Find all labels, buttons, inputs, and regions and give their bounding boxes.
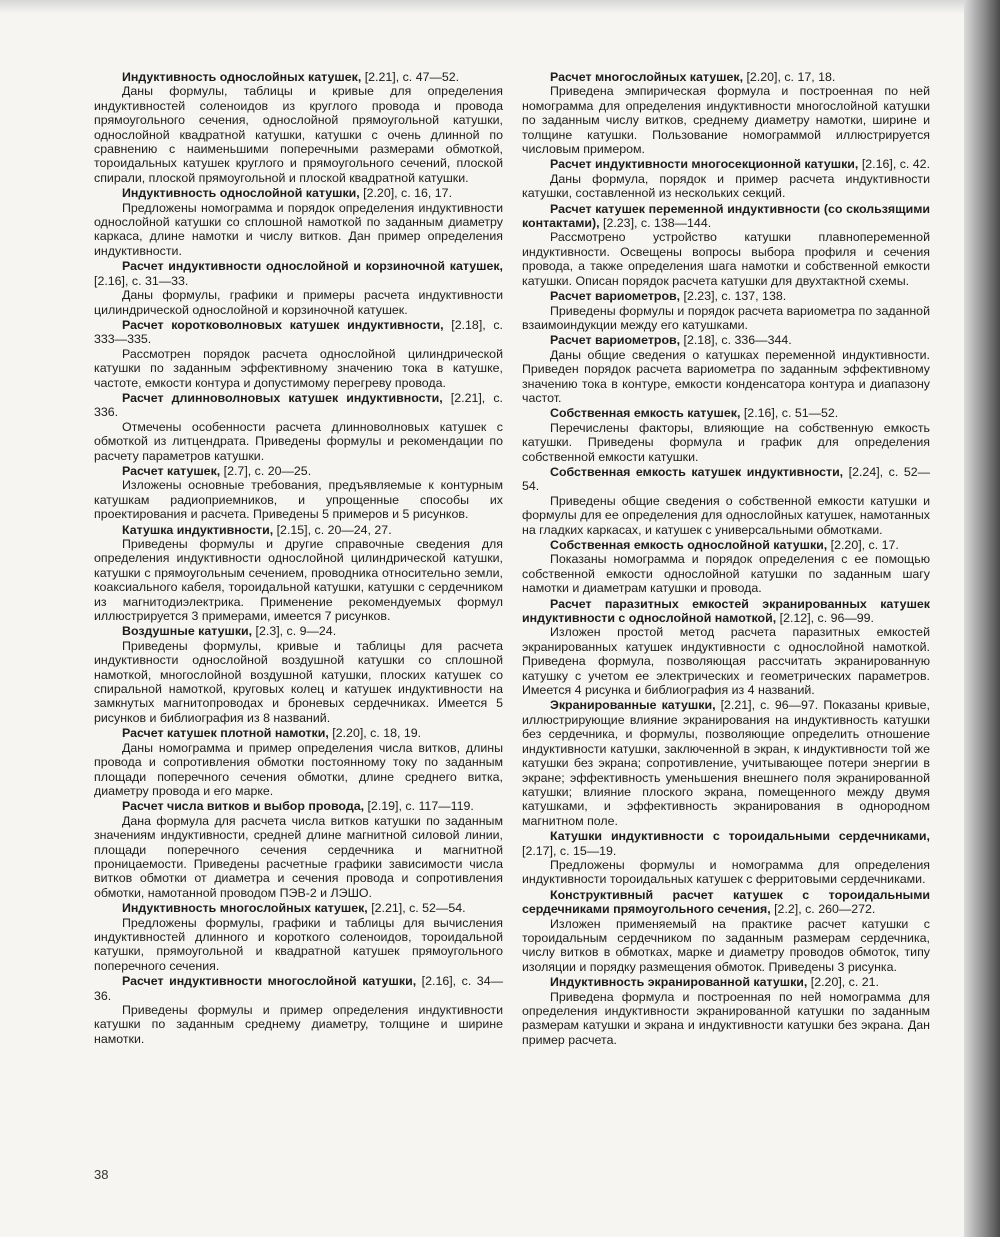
entry-heading bbox=[522, 465, 930, 494]
bibliography-entry bbox=[94, 523, 503, 624]
entry-title: Индуктивность однослойной катушки, bbox=[122, 186, 360, 201]
entry-heading bbox=[94, 974, 503, 1003]
entry-heading bbox=[522, 829, 930, 858]
entry-paragraph bbox=[94, 741, 503, 799]
entry-paragraph bbox=[94, 288, 503, 317]
entry-reference: [2.21], с. 52—54. bbox=[367, 901, 466, 916]
entry-paragraph bbox=[522, 552, 930, 595]
scan-binding-edge bbox=[964, 0, 1000, 1237]
bibliography-entry bbox=[94, 318, 503, 390]
left-column bbox=[94, 70, 503, 1047]
entry-text: Приведены формулы, кривые и таблицы для расчета индуктивности однослойной воздушной катушки со сплошной намоткой, многослойной воздушной катушки, плоских катушек со спиральной намоткой, круговых колец и катушек индуктивности на замкнутых магнитопроводах и броневых сердечниках. Имеется 5 рисунков и библиография из 8 названий. bbox=[94, 638, 503, 725]
bibliography-entry bbox=[94, 391, 503, 463]
entry-title: Расчет вариометров, bbox=[550, 333, 681, 348]
entry-heading bbox=[94, 70, 503, 84]
entry-text: Изложен применяемый на практике расчет катушки с тороидальным сердечником по заданным размерам сердечника, числу витков в обмотках, марке и диаметру проводов обмоток, типу изоляции и порядку размещения обмоток. Приведены 3 рисунка. bbox=[522, 916, 930, 974]
entry-paragraph bbox=[94, 537, 503, 623]
right-column bbox=[522, 70, 930, 1048]
bibliography-entry bbox=[94, 186, 503, 258]
entry-title: Расчет катушек, bbox=[122, 463, 221, 478]
bibliography-entry bbox=[94, 974, 503, 1046]
entry-heading bbox=[522, 157, 930, 171]
entry-reference: [2.19], с. 117—119. bbox=[364, 799, 474, 814]
entry-text: Рассмотрен порядок расчета однослойной цилиндрической катушки по заданным эффективному значению тока в катушке, частоте, емкости контура и допустимому перегреву провода. bbox=[94, 346, 503, 390]
entry-paragraph bbox=[522, 230, 930, 288]
entry-reference: [2.3], с. 9—24. bbox=[252, 624, 337, 639]
entry-reference: [2.21], с. 96—97. bbox=[715, 698, 819, 713]
entry-paragraph bbox=[94, 420, 503, 463]
entry-text: Отмечены особенности расчета длинноволновых катушек с обмоткой из литцендрата. Приведены формулы и рекомендации по расчету параметров катушки. bbox=[94, 419, 503, 463]
entry-heading bbox=[94, 624, 503, 638]
bibliography-entry bbox=[522, 70, 930, 156]
entry-paragraph bbox=[94, 814, 503, 900]
entry-title: Индуктивность экранированной катушки, bbox=[550, 975, 808, 990]
entry-text: Даны формула, порядок и пример расчета индуктивности катушки, составленной из нескольких секций. bbox=[522, 171, 930, 201]
entry-heading bbox=[522, 333, 930, 347]
bibliography-entry bbox=[522, 202, 930, 288]
entry-text: Показаны номограмма и порядок определения с ее помощью собственной емкости однослойной катушки по заданным шагу намотки и диаметрам катушки и провода. bbox=[522, 552, 930, 596]
entry-heading bbox=[94, 391, 503, 420]
entry-heading bbox=[522, 538, 930, 552]
entry-paragraph bbox=[94, 201, 503, 259]
bibliography-entry bbox=[522, 465, 930, 537]
entry-reference: [2.24], с. 52—54. bbox=[522, 464, 930, 494]
bibliography-entry bbox=[94, 799, 503, 900]
entry-title: Собственная емкость катушек, bbox=[550, 406, 741, 421]
entry-text: Рассмотрено устройство катушки плавнопеременной индуктивности. Освещены вопросы выбора профиля и сечения провода, а также определения шага намотки и собственной емкости катушки. Описан порядок расчета катушки для двухтактной схемы. bbox=[522, 230, 930, 288]
entry-heading bbox=[522, 698, 930, 828]
entry-text: Приведены общие сведения о собственной емкости катушки и формулы для ее определения для однослойных катушек, намотанных на гладких каркасах, и катушек с универсальными обмотками. bbox=[522, 493, 930, 537]
entry-paragraph bbox=[94, 916, 503, 974]
entry-reference: [2.20], с. 21. bbox=[807, 975, 879, 990]
entry-heading bbox=[522, 289, 930, 303]
entry-heading bbox=[522, 70, 930, 84]
bibliography-entry bbox=[94, 70, 503, 185]
entry-reference: [2.18], с. 336—344. bbox=[680, 333, 792, 348]
entry-heading bbox=[522, 406, 930, 420]
entry-paragraph bbox=[522, 917, 930, 975]
entry-heading bbox=[522, 888, 930, 917]
entry-title: Воздушные катушки, bbox=[122, 624, 253, 639]
entry-title: Расчет вариометров, bbox=[550, 289, 681, 304]
entry-heading bbox=[94, 464, 503, 478]
entry-reference: [2.21], с. 47—52. bbox=[361, 70, 460, 84]
entry-title: Собственная емкость однослойной катушки, bbox=[550, 538, 828, 552]
entry-text: Показаны кривые, иллюстрирующие влияние экранирования на индуктивность катушки без сердечника, и формулы, позволяющие определить отношение индуктивности катушки, заключенной в экран, к индуктивности той же катушки без экрана; сопротивление, учитывающее потери энергии в экране; эффективность уменьшения внешнего поля экранированной катушки; влияние плоского экрана, помещенного между двумя катушками, и эффективность экранирования в однородном магнитном поле. bbox=[522, 698, 931, 828]
entry-reference: [2.16], с. 51—52. bbox=[740, 406, 839, 421]
entry-text: Приведены формулы и порядок расчета вариометра по заданной взаимоиндукции между его катушками. bbox=[522, 303, 930, 332]
entry-paragraph bbox=[522, 990, 930, 1048]
entry-text: Приведены формулы и пример определения индуктивности катушки по заданным среднему диаметру, толщине и ширине намотки. bbox=[94, 1003, 503, 1046]
entry-title: Конструктивный расчет катушек с тороидальными сердечниками прямоугольного сечения, bbox=[522, 887, 930, 917]
entry-heading bbox=[94, 523, 503, 537]
entry-heading bbox=[94, 186, 503, 200]
entry-paragraph bbox=[522, 172, 930, 201]
entry-reference: [2.18], с. 333—335. bbox=[94, 317, 504, 347]
entry-text: Предложены номограмма и порядок определения индуктивности однослойной катушки со сплошной намоткой по заданным диаметру каркаса, длине намотки и числу витков. Дан пример определения индуктивности. bbox=[94, 200, 503, 258]
entry-text: Приведена эмпирическая формула и построенная по ней номограмма для определения индуктивности многослойной катушки по заданным числу витков, среднему диаметру намотки, ширине и толщине катушки. Пользование номограммой иллюстрируется числовым примером. bbox=[522, 84, 930, 157]
bibliography-entry bbox=[522, 289, 930, 332]
entry-reference: [2.20], с. 17. bbox=[827, 538, 899, 552]
entry-paragraph bbox=[522, 625, 930, 697]
entry-reference: [2.16], с. 42. bbox=[858, 157, 931, 172]
entry-heading bbox=[94, 318, 503, 347]
entry-text: Даны формулы, таблицы и кривые для определения индуктивностей соленоидов из круглого провода и провода прямоугольного сечения, однослойной прямоугольной катушки, однослойной квадратной катушки, катушки с очень длинной по сравнению с наименьшими поперечными размерами обмоткой, тороидальных катушек круглого и прямоугольного сечений, плоской спирали, плоской прямоугольной и плоской квадратной катушки. bbox=[94, 84, 503, 185]
entry-text: Дана формула для расчета числа витков катушки по заданным значениям индуктивности, средней длине магнитной силовой линии, площади поперечного сечения сердечника и магнитной проницаемости. Приведены расчетные графики зависимости числа витков обмотки от диаметра и сечения провода и сопротивления обмотки, намотанной проводом ПЭВ-2 и ЛЭШО. bbox=[94, 813, 503, 900]
entry-reference: [2.2], с. 260—272. bbox=[770, 902, 876, 917]
entry-title: Индуктивность многослойных катушек, bbox=[122, 901, 368, 916]
entry-title: Расчет числа витков и выбор провода, bbox=[122, 799, 365, 814]
entry-text: Предложены формулы, графики и таблицы для вычисления индуктивностей длинного и короткого соленоидов, тороидальной катушки, прямоугольной и квадратной катушек прямоугольного поперечного сечения. bbox=[94, 915, 503, 973]
entry-reference: [2.15], с. 20—24, 27. bbox=[273, 522, 392, 537]
entry-title: Расчет паразитных емкостей экранированных катушек индуктивности с однослойной намоткой, bbox=[522, 596, 930, 626]
entry-title: Расчет многослойных катушек, bbox=[550, 70, 744, 84]
entry-title: Катушка индуктивности, bbox=[122, 522, 274, 537]
entry-reference: [2.23], с. 137, 138. bbox=[680, 289, 787, 304]
entry-heading bbox=[522, 597, 930, 626]
entry-paragraph bbox=[94, 478, 503, 521]
bibliography-entry bbox=[94, 901, 503, 973]
entry-heading bbox=[522, 202, 930, 231]
entry-reference: [2.16], с. 34—36. bbox=[94, 974, 503, 1003]
bibliography-entry bbox=[94, 726, 503, 798]
entry-paragraph bbox=[522, 421, 930, 464]
entry-paragraph bbox=[94, 1003, 503, 1046]
bibliography-entry bbox=[522, 888, 930, 974]
entry-paragraph bbox=[522, 348, 930, 406]
entry-paragraph bbox=[94, 347, 503, 390]
entry-reference: [2.20], с. 18, 19. bbox=[328, 726, 422, 741]
entry-heading bbox=[94, 726, 503, 740]
entry-reference: [2.21], с. 336. bbox=[94, 390, 504, 420]
entry-title: Экранированные катушки, bbox=[550, 698, 716, 713]
bibliography-entry bbox=[522, 406, 930, 464]
bibliography-entry bbox=[522, 157, 930, 200]
entry-reference: [2.16], с. 31—33. bbox=[94, 273, 189, 288]
entry-text: Даны общие сведения о катушках переменной индуктивности. Приведен порядок расчета вариометра по заданным эффективному значению тока в контуре, емкости конденсатора контура и диапазону частот. bbox=[522, 347, 930, 405]
entry-text: Даны формулы, графики и примеры расчета индуктивности цилиндрической однослойной и корзиночной катушек. bbox=[94, 288, 503, 317]
bibliography-entry bbox=[94, 464, 503, 522]
bibliography-entry bbox=[522, 698, 930, 828]
entry-heading bbox=[94, 259, 503, 288]
bibliography-entry bbox=[522, 538, 930, 596]
entry-heading bbox=[94, 799, 503, 813]
entry-title: Расчет индуктивности многослойной катушки, bbox=[122, 974, 417, 989]
entry-text: Приведены формулы и другие справочные сведения для определения индуктивности однослойной цилиндрической катушки, катушки с прямоугольным сечением, проводника относительно земли, коаксиального кабеля, тороидальной катушки, катушки с сердечником из магнитодиэлектрика. Применение рекомендуемых формул иллюстрируется 3 примерами, имеется 7 рисунков. bbox=[94, 537, 503, 624]
entry-paragraph bbox=[94, 84, 503, 185]
entry-heading bbox=[522, 975, 930, 989]
entry-paragraph bbox=[94, 639, 503, 725]
entry-title: Собственная емкость катушек индуктивности, bbox=[550, 464, 844, 479]
page-number: 38 bbox=[94, 1167, 109, 1182]
entry-reference: [2.23], с. 138—144. bbox=[599, 216, 712, 231]
bibliography-entry bbox=[522, 333, 930, 405]
entry-title: Индуктивность однослойных катушек, bbox=[122, 70, 362, 84]
scan-top-shadow bbox=[0, 0, 1000, 14]
bibliography-entry bbox=[522, 975, 930, 1047]
bibliography-entry bbox=[94, 259, 503, 317]
entry-reference: [2.7], с. 20—25. bbox=[220, 463, 312, 478]
entry-title: Расчет индуктивности многосекционной катушки, bbox=[550, 157, 859, 172]
entry-text: Предложены формулы и номограмма для определения индуктивности тороидальных катушек с ферритовыми сердечниками. bbox=[522, 857, 930, 887]
entry-title: Расчет коротковолновых катушек индуктивности, bbox=[122, 317, 444, 332]
entry-text: Перечислены факторы, влияющие на собственную емкость катушки. Приведены формула и график для определения собственной емкости катушки. bbox=[522, 420, 930, 464]
entry-heading bbox=[94, 901, 503, 915]
bibliography-entry bbox=[522, 829, 930, 887]
entry-reference: [2.20], с. 17, 18. bbox=[743, 70, 836, 84]
bibliography-entry bbox=[94, 624, 503, 725]
entry-reference: [2.17], с. 15—19. bbox=[522, 843, 617, 858]
entry-title: Расчет длинноволновых катушек индуктивности, bbox=[122, 390, 443, 405]
entry-text: Приведена формула и построенная по ней номограмма для определения индуктивности экранированной катушки по заданным размерам катушки и экрана и индуктивности катушки без экрана. Дан пример расчета. bbox=[522, 989, 930, 1047]
bibliography-entry bbox=[522, 597, 930, 698]
entry-title: Расчет катушек плотной намотки, bbox=[122, 726, 329, 741]
entry-reference: [2.12], с. 96—99. bbox=[776, 611, 874, 626]
entry-text: Изложен простой метод расчета паразитных емкостей экранированных катушек индуктивности с однослойной намоткой. Приведена формула, позволяющая рассчитать экранированную катушку с учетом ее электрических и геометрических параметров. Имеется 4 рисунка и библиография из 4 названий. bbox=[522, 625, 930, 698]
entry-title: Расчет катушек переменной индуктивности (со скользящими контактами), bbox=[522, 201, 930, 231]
entry-text: Даны номограмма и пример определения числа витков, длины провода и сопротивления обмотки постоянному току по заданным площади поперечного сечения обмотки, длине среднего витка, диаметру провода и его марке. bbox=[94, 740, 503, 798]
entry-title: Катушки индуктивности с тороидальными сердечниками, bbox=[550, 829, 930, 844]
entry-text: Изложены основные требования, предъявляемые к контурным катушкам радиоприемников, и упрощенные способы их проектирования и расчета. Приведены 5 примеров и 5 рисунков. bbox=[94, 478, 503, 522]
entry-paragraph bbox=[522, 304, 930, 333]
entry-paragraph bbox=[522, 858, 930, 887]
entry-title: Расчет индуктивности однослойной и корзиночной катушек, bbox=[122, 259, 503, 274]
entry-paragraph bbox=[522, 84, 930, 156]
entry-paragraph bbox=[522, 494, 930, 537]
entry-reference: [2.20], с. 16, 17. bbox=[359, 186, 453, 201]
